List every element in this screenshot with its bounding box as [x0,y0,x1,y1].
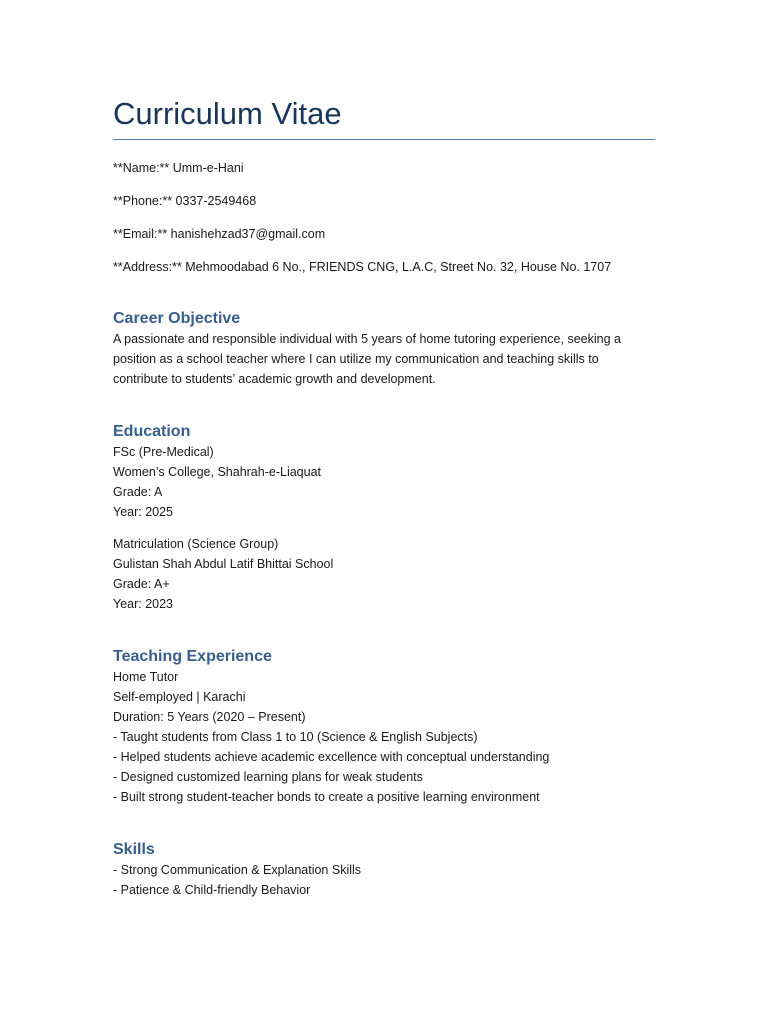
education-degree: Matriculation (Science Group) [113,537,279,551]
contact-email: **Email:** hanishehzad37@gmail.com [113,227,326,241]
objective-line: position as a school teacher where I can utilize my communication and teaching skills to [113,352,599,366]
experience-bullet: - Designed customized learning plans for weak students [113,770,423,784]
section-heading-education: Education [113,423,191,440]
contact-phone: **Phone:** 0337-2549468 [113,194,257,208]
career-objective-section [113,309,655,389]
skill-item: - Strong Communication & Explanation Skills [113,863,362,877]
contact-address: **Address:** Mehmoodabad 6 No., FRIENDS CNG, L.A.C, Street No. 32, House No. 1707 [113,260,612,274]
skills-section [113,840,655,900]
objective-line: A passionate and responsible individual with 5 years of home tutoring experience, seeking a [113,332,621,346]
education-grade: Grade: A [113,485,163,499]
education-institution: Gulistan Shah Abdul Latif Bhittai School [113,557,334,571]
education-section [113,422,655,614]
section-heading-career-objective: Career Objective [113,310,241,327]
education-year: Year: 2025 [113,505,174,519]
contact-block [113,160,655,275]
education-degree: FSc (Pre-Medical) [113,445,214,459]
experience-duration: Duration: 5 Years (2020 – Present) [113,710,306,724]
title-divider [113,139,655,140]
experience-bullet: - Taught students from Class 1 to 10 (Science & English Subjects) [113,730,478,744]
contact-name: **Name:** Umm-e-Hani [113,161,244,175]
experience-bullet: - Built strong student-teacher bonds to create a positive learning environment [113,790,540,804]
education-year: Year: 2023 [113,597,174,611]
document-title: Curriculum Vitae [113,96,342,131]
document-body [113,95,655,900]
education-grade: Grade: A+ [113,577,170,591]
education-entry [113,534,655,614]
experience-bullet: - Helped students achieve academic excellence with conceptual understanding [113,750,550,764]
objective-line: contribute to students’ academic growth and development. [113,372,436,386]
section-heading-teaching-experience: Teaching Experience [113,648,272,665]
education-entry [113,442,655,522]
education-institution: Women’s College, Shahrah-e-Liaquat [113,465,321,479]
experience-role: Home Tutor [113,670,179,684]
section-heading-skills: Skills [113,841,155,858]
experience-employer: Self-employed | Karachi [113,690,246,704]
teaching-experience-section [113,647,655,807]
skill-item: - Patience & Child-friendly Behavior [113,883,311,897]
